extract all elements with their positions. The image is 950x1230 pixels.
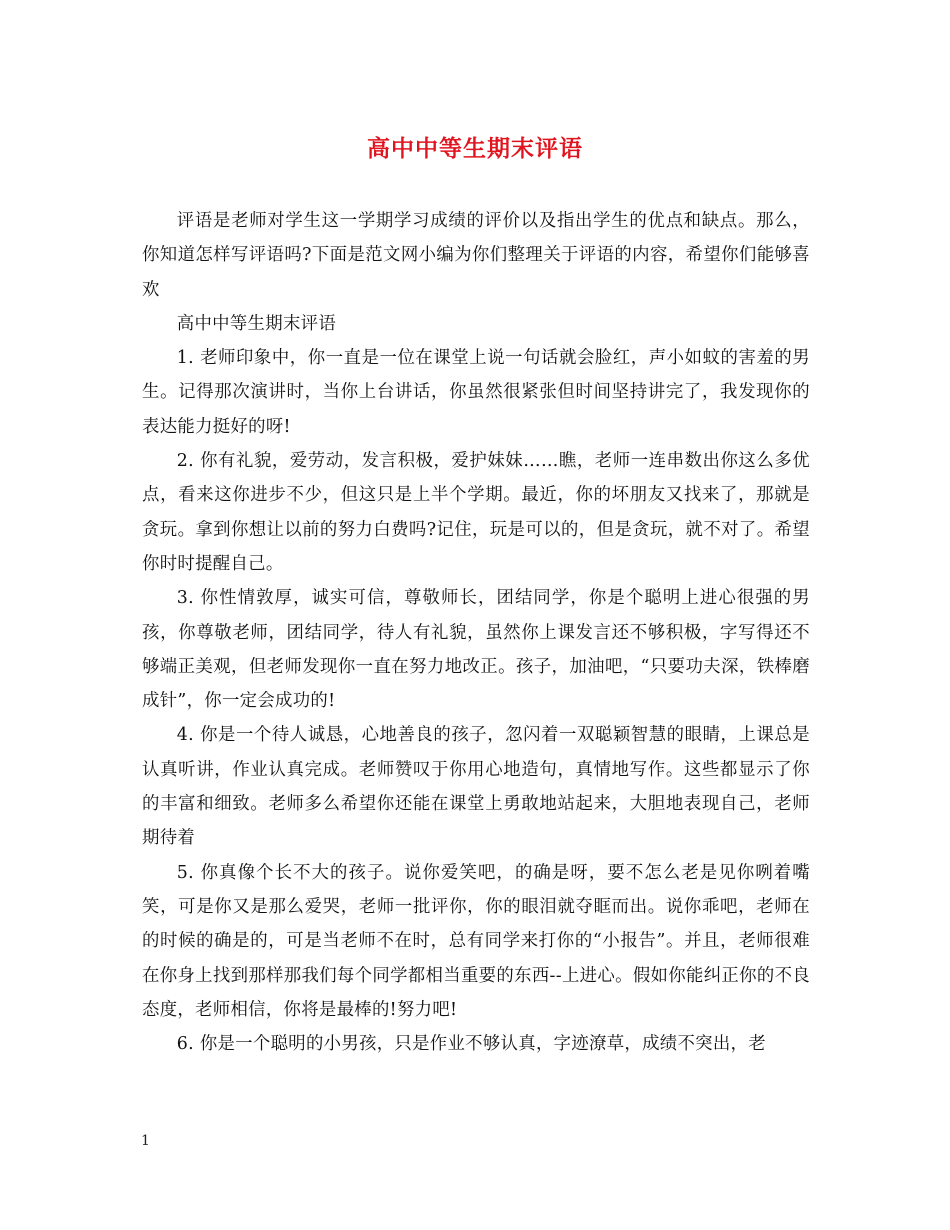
page-number: 1	[141, 1133, 150, 1149]
intro-paragraph: 评语是老师对学生这一学期学习成绩的评价以及指出学生的优点和缺点。那么，你知道怎样写评语吗?下面是范文网小编为你们整理关于评语的内容，希望你们能够喜欢	[142, 211, 810, 300]
comment-paragraph-4: 4. 你是一个待人诚恳，心地善良的孩子，忽闪着一双聪颖智慧的眼睛，上课总是认真听讲，作业认真完成。老师赞叹于你用心地造句，真情地写作。这些都显示了你的丰富和细致。老师多么希望你还能在课堂上勇敢地站起来，大胆地表现自己，老师期待着	[142, 725, 810, 849]
comment-paragraph-3: 3. 你性情敦厚，诚实可信，尊敬师长，团结同学，你是个聪明上进心很强的男孩，你尊敬老师，团结同学，待人有礼貌，虽然你上课发言还不够积极，字写得还不够端正美观，但老师发现你一直在努力地改正。孩子，加油吧，“只要功夫深，铁棒磨成针”，你一定会成功的!	[142, 588, 810, 712]
section-heading: 高中中等生期末评语	[176, 313, 337, 334]
comment-paragraph-6: 6. 你是一个聪明的小男孩，只是作业不够认真，字迹潦草，成绩不突出，老	[176, 1034, 766, 1055]
comment-paragraph-1: 1. 老师印象中，你一直是一位在课堂上说一句话就会脸红，声小如蚊的害羞的男生。记得那次演讲时，当你上台讲话，你虽然很紧张但时间坚持讲完了，我发现你的表达能力挺好的呀!	[142, 348, 810, 437]
document-title: 高中中等生期末评语	[367, 135, 583, 162]
comment-paragraph-2: 2. 你有礼貌，爱劳动，发言积极，爱护妹妹……瞧，老师一连串数出你这么多优点，看来这你进步不少，但这只是上半个学期。最近，你的坏朋友又找来了，那就是贪玩。拿到你想让以前的努力白费吗?记住，玩是可以的，但是贪玩，就不对了。希望你时时提醒自己。	[142, 451, 810, 574]
comment-paragraph-5: 5. 你真像个长不大的孩子。说你爱笑吧，的确是呀，要不怎么老是见你咧着嘴笑，可是你又是那么爱哭，老师一批评你，你的眼泪就夺眶而出。说你乖吧，老师在的时候的确是的，可是当老师不在时，总有同学来打你的“小报告”。并且，老师很难在你身上找到那样那我们每个同学都相当重要的东西--上进心。假如你能纠正你的不良态度，老师相信，你将是最棒的!努力吧!	[142, 862, 810, 1020]
document-body	[142, 204, 810, 1061]
